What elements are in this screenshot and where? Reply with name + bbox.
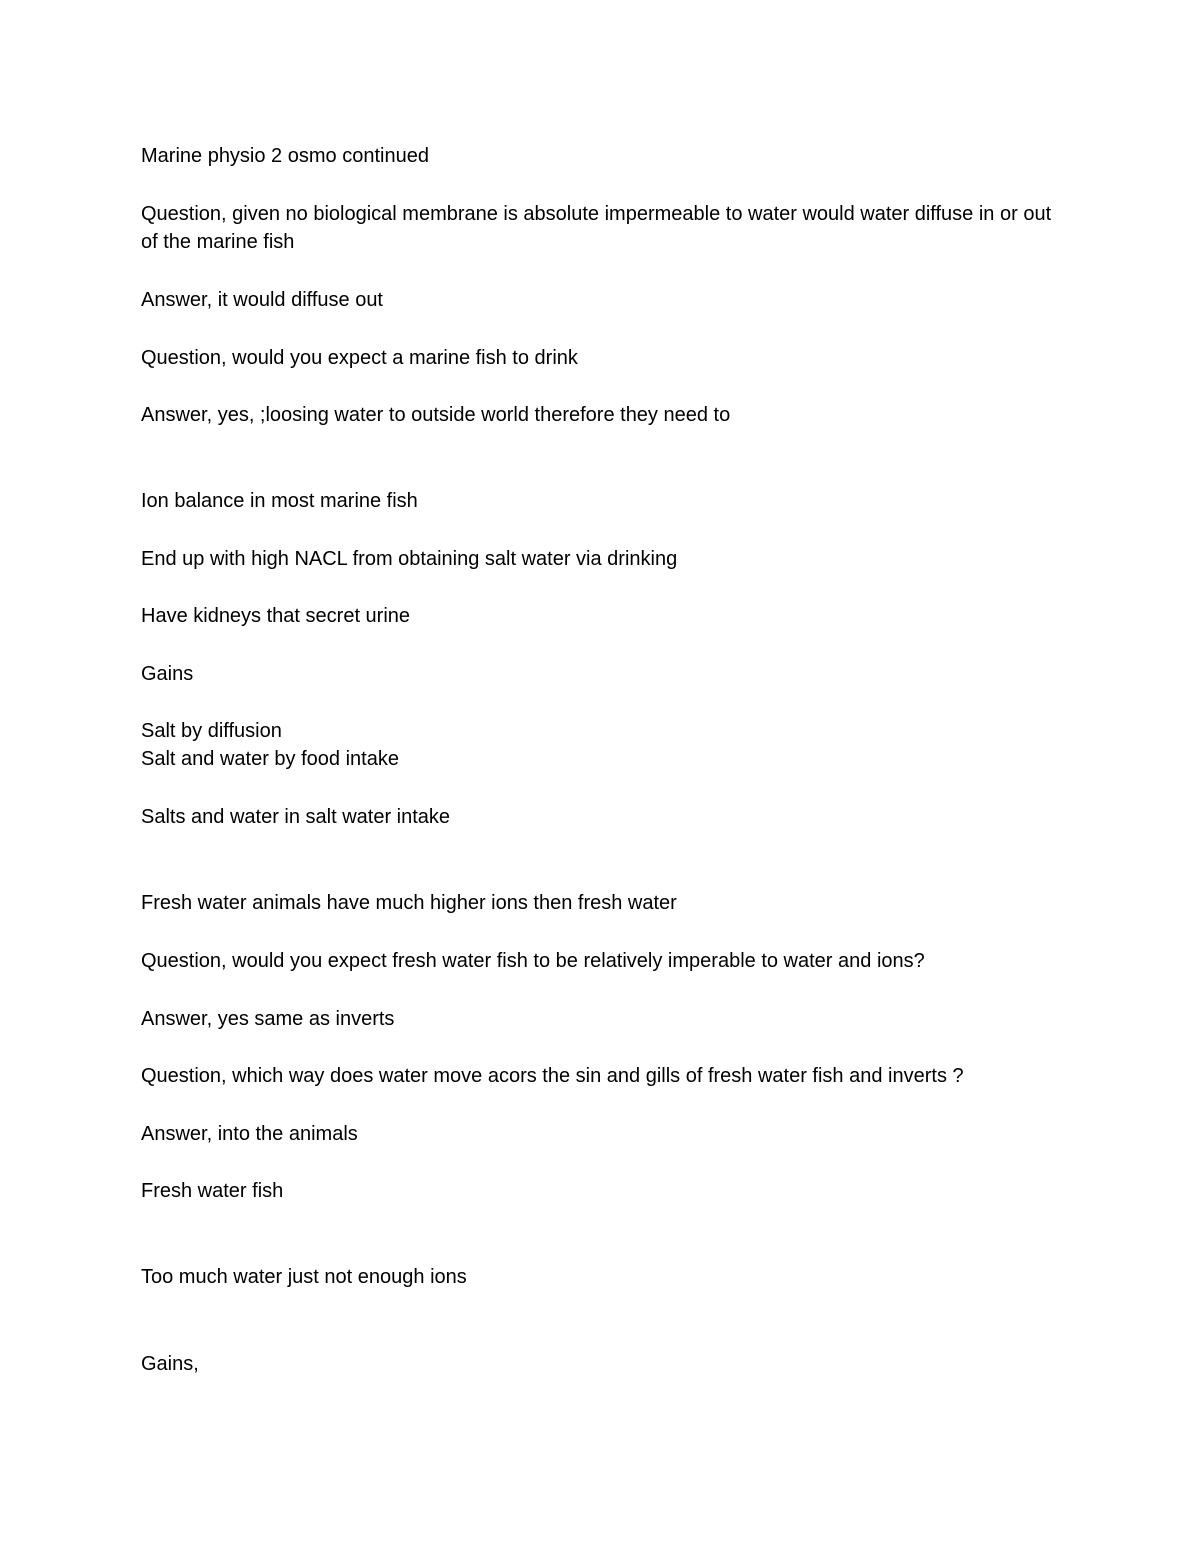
text-line: Gains [141,663,194,685]
section-heading: Ion balance in most marine fish [141,490,418,512]
document-title: Marine physio 2 osmo continued [141,145,429,167]
text-line: Question, would you expect fresh water fish to be relatively imperable to water and ions? [141,950,925,972]
text-line: Salts and water in salt water intake [141,806,451,828]
text-line: Question, would you expect a marine fish to drink [141,347,578,369]
text-line: Answer, yes, ;loosing water to outside world therefore they need to [141,404,731,426]
text-line: Answer, it would diffuse out [141,289,383,311]
text-line: Salt by diffusion [141,720,282,742]
text-line: Question, which way does water move acors the sin and gills of fresh water fish and inverts ? [141,1065,964,1087]
text-line: Answer, yes same as inverts [141,1008,395,1030]
section-heading: Fresh water animals have much higher ions then fresh water [141,892,677,914]
text-line: Gains, [141,1353,199,1375]
text-line: End up with high NACL from obtaining salt water via drinking [141,548,678,570]
text-line: Question, given no biological membrane is absolute impermeable to water would water diffuse in or out of the marine fish [141,203,1052,253]
text-line: Fresh water fish [141,1180,284,1202]
text-line: Have kidneys that secret urine [141,605,411,627]
text-line: Too much water just not enough ions [141,1266,467,1288]
text-line: Answer, into the animals [141,1123,358,1145]
text-line: Salt and water by food intake [141,748,399,770]
